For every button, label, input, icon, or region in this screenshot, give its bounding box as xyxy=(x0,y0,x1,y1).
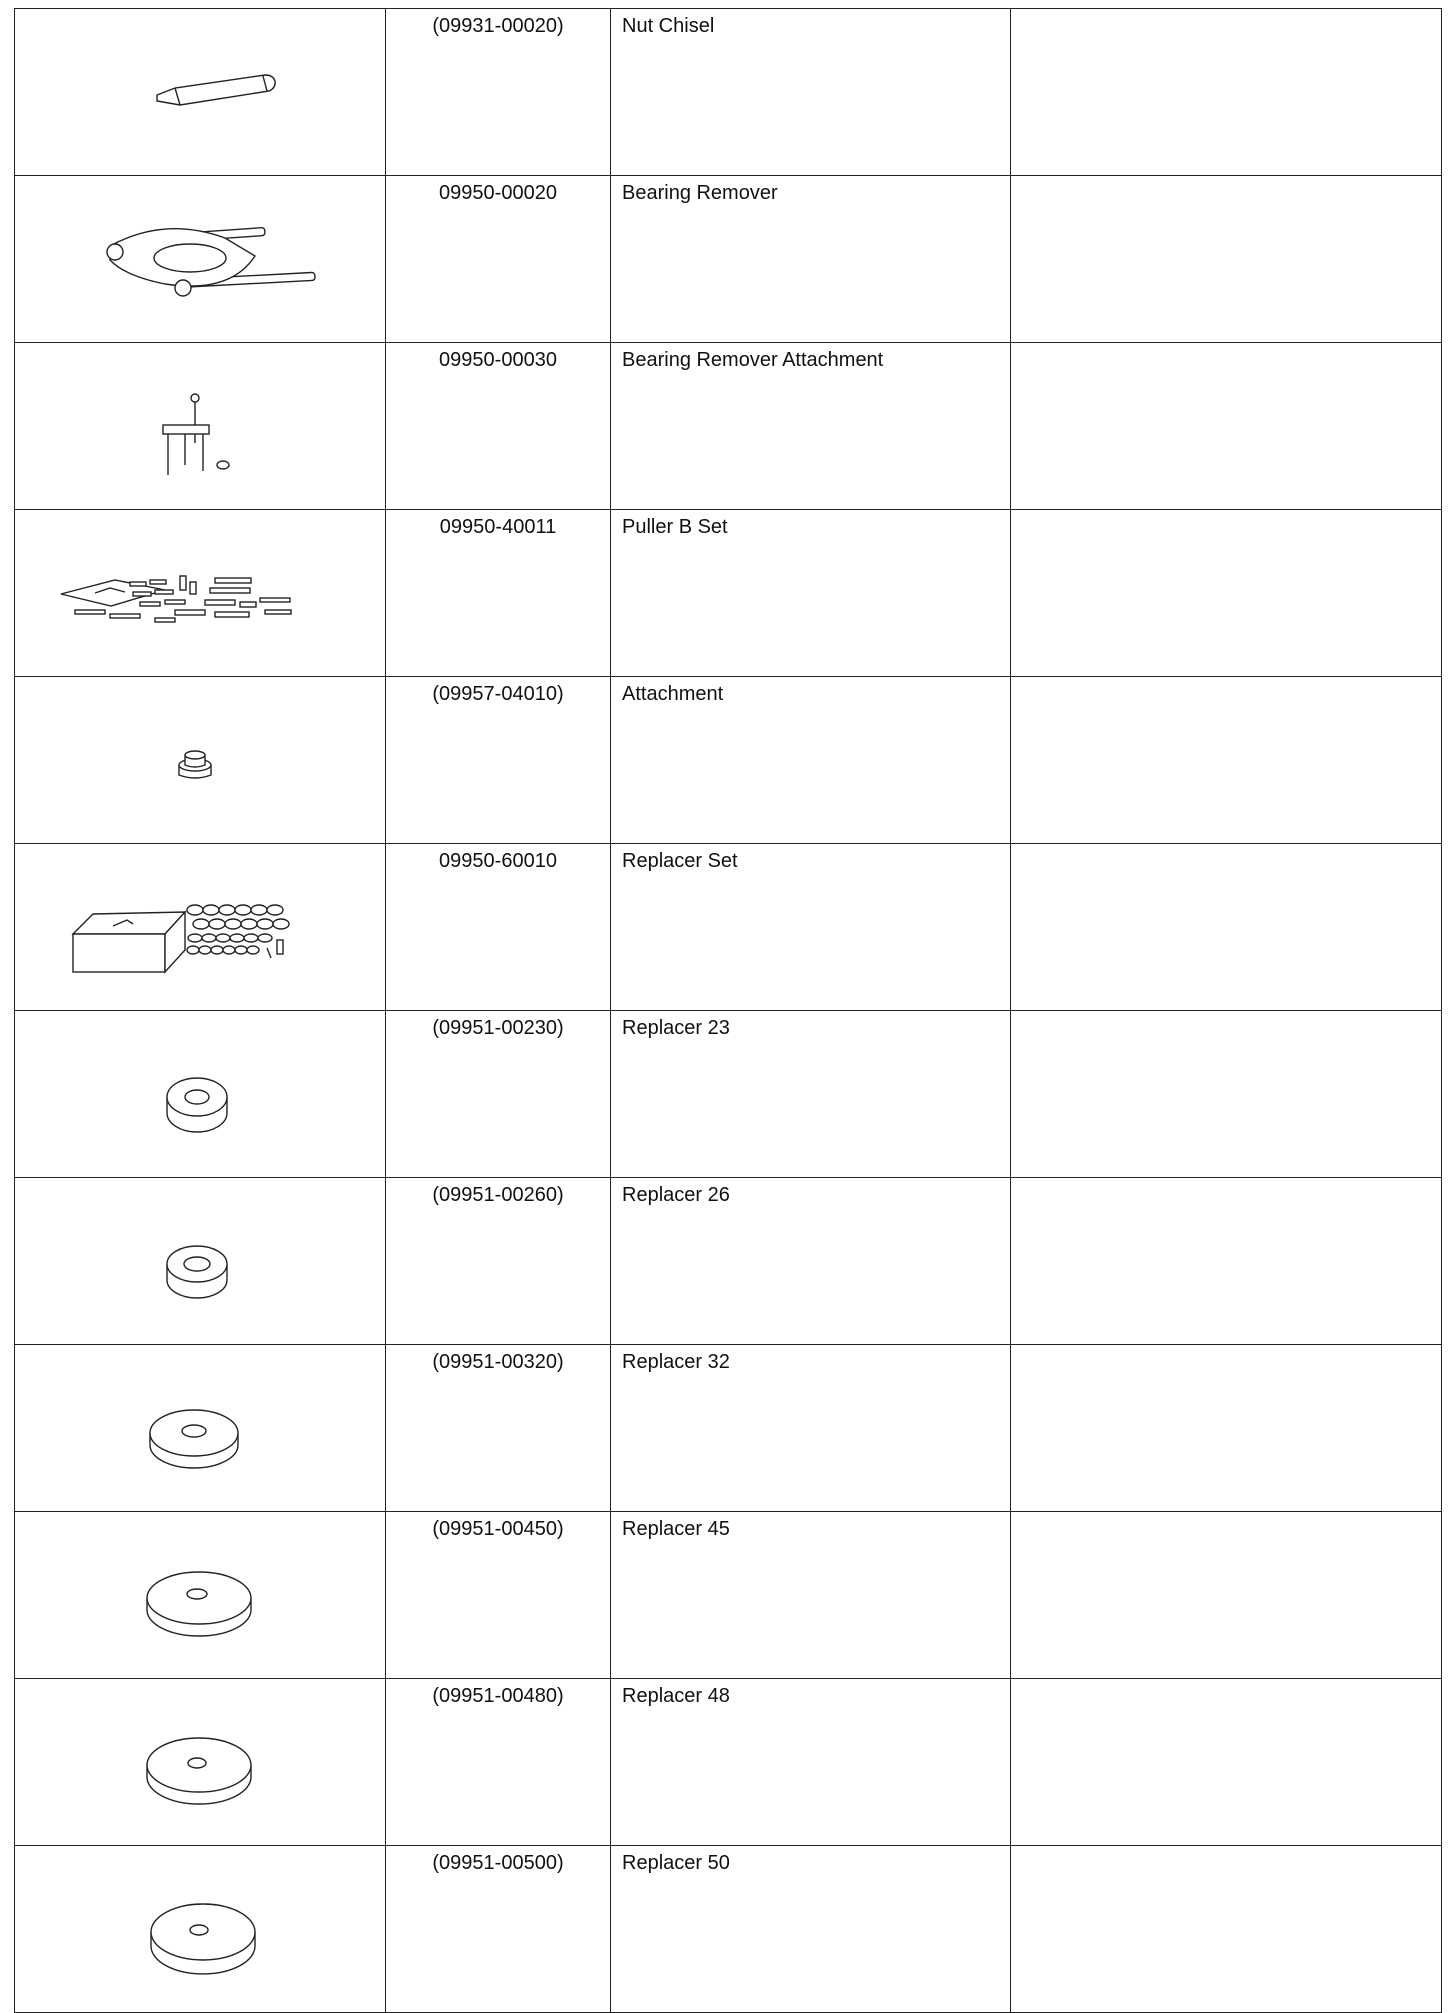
note-cell xyxy=(1011,510,1442,677)
special-tool-table xyxy=(14,8,1442,2013)
replacer-48-icon xyxy=(15,1679,385,1839)
tool-illustration-cell xyxy=(15,1178,386,1345)
note-cell xyxy=(1011,1846,1442,2013)
part-number: (09951-00450) xyxy=(386,1512,611,1679)
part-number: (09951-00480) xyxy=(386,1679,611,1846)
replacer-50-icon xyxy=(15,1846,385,2006)
tool-name: Nut Chisel xyxy=(611,9,1011,176)
tool-illustration-cell xyxy=(15,343,386,510)
puller-b-set-icon xyxy=(15,510,385,670)
tool-name: Replacer 23 xyxy=(611,1011,1011,1178)
part-number: 09950-40011 xyxy=(386,510,611,677)
replacer-26-icon xyxy=(15,1178,385,1338)
table-row xyxy=(15,510,1442,677)
nut-chisel-icon xyxy=(15,9,385,169)
part-number: (09951-00230) xyxy=(386,1011,611,1178)
tool-name: Replacer Set xyxy=(611,844,1011,1011)
note-cell xyxy=(1011,1512,1442,1679)
part-number: (09951-00260) xyxy=(386,1178,611,1345)
table-row xyxy=(15,1512,1442,1679)
attachment-icon xyxy=(15,677,385,837)
note-cell xyxy=(1011,1178,1442,1345)
tool-illustration-cell xyxy=(15,510,386,677)
replacer-32-icon xyxy=(15,1345,385,1505)
tool-name: Replacer 50 xyxy=(611,1846,1011,2013)
part-number: (09951-00500) xyxy=(386,1846,611,2013)
part-number: (09931-00020) xyxy=(386,9,611,176)
part-number: 09950-60010 xyxy=(386,844,611,1011)
replacer-set-icon xyxy=(15,844,385,1004)
tool-name: Puller B Set xyxy=(611,510,1011,677)
tool-illustration-cell xyxy=(15,9,386,176)
table-row xyxy=(15,1846,1442,2013)
tool-illustration-cell xyxy=(15,1512,386,1679)
tool-name: Bearing Remover Attachment xyxy=(611,343,1011,510)
table-row xyxy=(15,343,1442,510)
part-number: (09951-00320) xyxy=(386,1345,611,1512)
table-row xyxy=(15,1679,1442,1846)
table-row xyxy=(15,844,1442,1011)
part-number: 09950-00020 xyxy=(386,176,611,343)
note-cell xyxy=(1011,677,1442,844)
part-number: 09950-00030 xyxy=(386,343,611,510)
tool-name: Replacer 48 xyxy=(611,1679,1011,1846)
table-row xyxy=(15,1178,1442,1345)
table-row xyxy=(15,677,1442,844)
table-row xyxy=(15,176,1442,343)
tool-name: Bearing Remover xyxy=(611,176,1011,343)
note-cell xyxy=(1011,176,1442,343)
tool-name: Attachment xyxy=(611,677,1011,844)
tool-illustration-cell xyxy=(15,1345,386,1512)
tool-illustration-cell xyxy=(15,677,386,844)
tool-illustration-cell xyxy=(15,176,386,343)
part-number: (09957-04010) xyxy=(386,677,611,844)
tool-name: Replacer 26 xyxy=(611,1178,1011,1345)
note-cell xyxy=(1011,9,1442,176)
tool-name: Replacer 32 xyxy=(611,1345,1011,1512)
tool-illustration-cell xyxy=(15,1679,386,1846)
note-cell xyxy=(1011,844,1442,1011)
note-cell xyxy=(1011,1011,1442,1178)
note-cell xyxy=(1011,1679,1442,1846)
tool-illustration-cell xyxy=(15,844,386,1011)
bearing-remover-icon xyxy=(15,176,385,336)
table-row xyxy=(15,9,1442,176)
table-row xyxy=(15,1011,1442,1178)
tool-illustration-cell xyxy=(15,1011,386,1178)
note-cell xyxy=(1011,1345,1442,1512)
table-row xyxy=(15,1345,1442,1512)
note-cell xyxy=(1011,343,1442,510)
bearing-remover-attachment-icon xyxy=(15,343,385,503)
tool-name: Replacer 45 xyxy=(611,1512,1011,1679)
replacer-23-icon xyxy=(15,1011,385,1171)
tool-illustration-cell xyxy=(15,1846,386,2013)
replacer-45-icon xyxy=(15,1512,385,1672)
